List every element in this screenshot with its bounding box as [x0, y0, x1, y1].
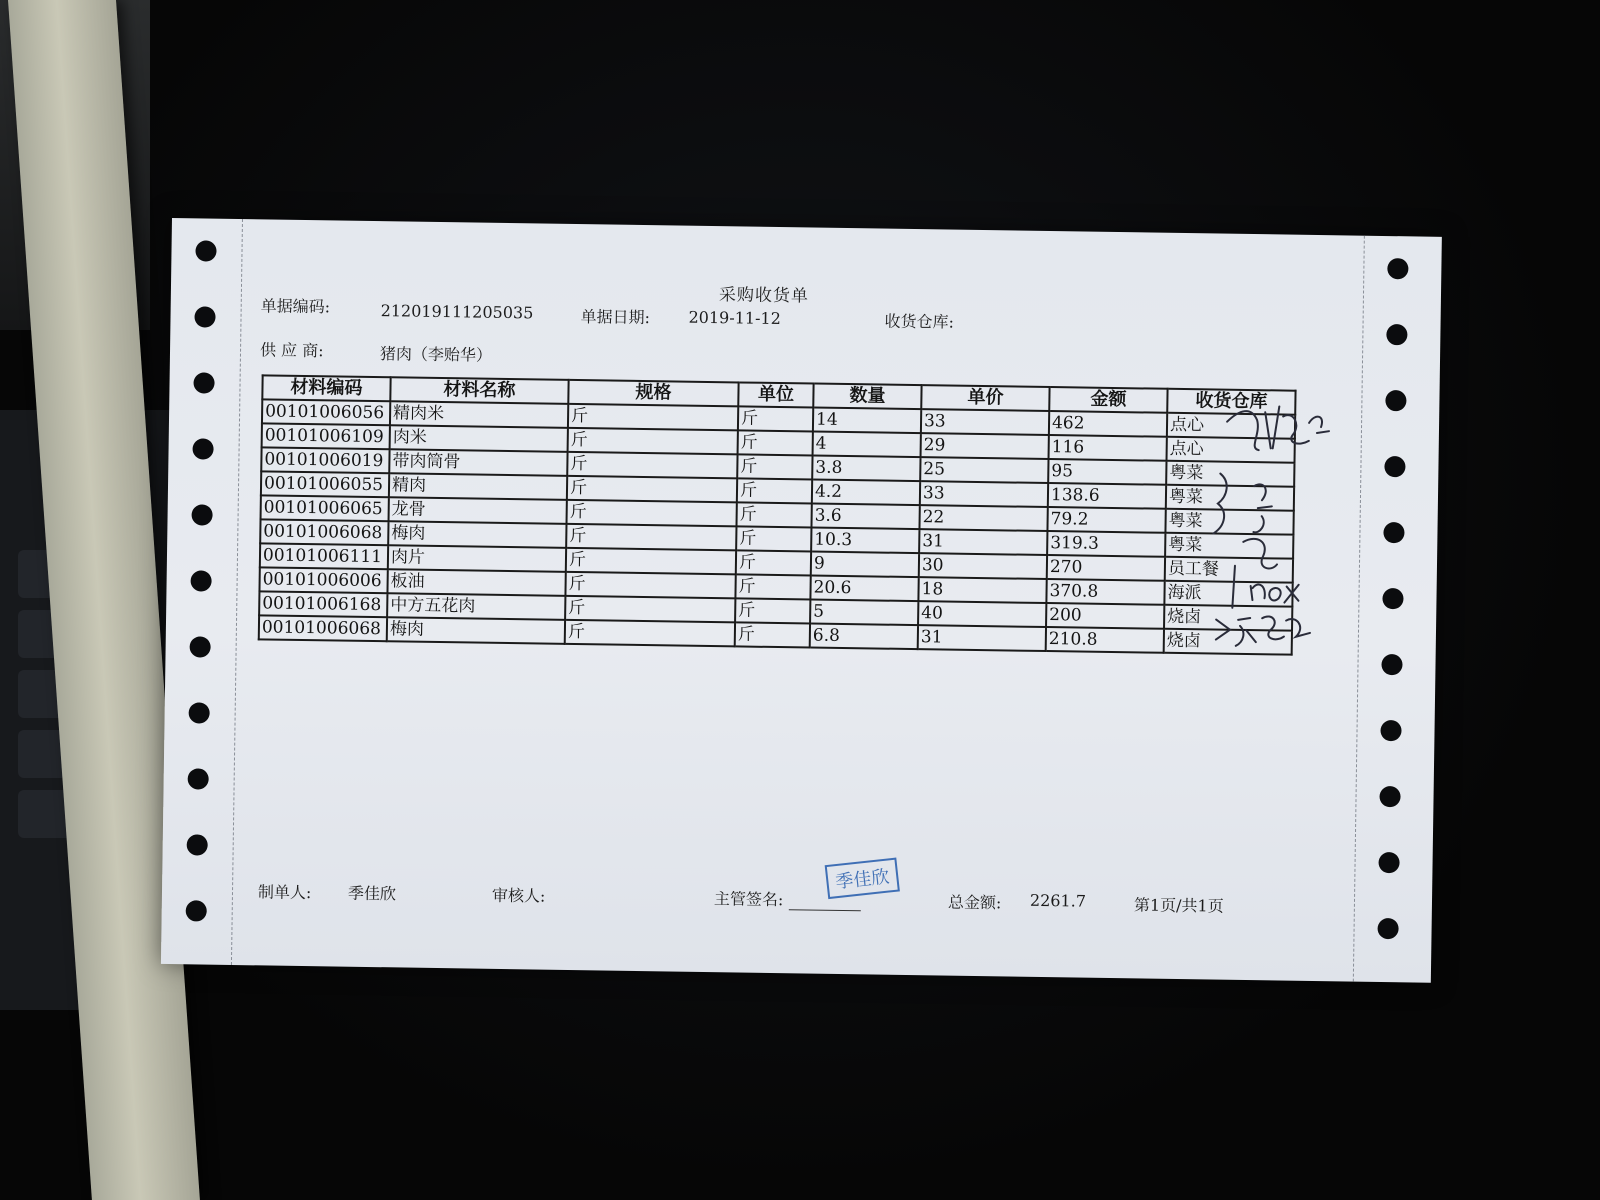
cell-material-name: 梅肉: [388, 521, 566, 548]
header-material-name: 材料名称: [390, 377, 568, 404]
cell-amount: 200: [1046, 603, 1164, 629]
cell-material-code: 00101006068: [260, 519, 388, 545]
manager-signature-line: [788, 909, 860, 911]
cell-amount: 79.2: [1047, 507, 1165, 533]
cell-material-name: 肉片: [388, 545, 566, 572]
feed-hole: [1383, 522, 1404, 543]
cell-spec: 斤: [566, 548, 736, 575]
feed-hole: [1380, 720, 1401, 741]
cell-warehouse: 海派: [1164, 581, 1292, 607]
cell-warehouse: 点心: [1167, 437, 1295, 463]
feed-hole: [189, 702, 210, 723]
cell-quantity: 6.8: [810, 624, 918, 650]
feed-hole: [1384, 456, 1405, 477]
header-unit: 单位: [738, 382, 813, 407]
feed-holes: [172, 218, 1442, 237]
cell-quantity: 4: [813, 432, 921, 458]
cell-material-code: 00101006055: [261, 471, 389, 497]
cell-unit-price: 22: [919, 505, 1047, 531]
cell-material-code: 00101006006: [259, 567, 387, 593]
cell-warehouse: 员工餐: [1165, 557, 1293, 583]
right-perforation: [1353, 236, 1365, 982]
cell-amount: 270: [1047, 555, 1165, 581]
cell-amount: 95: [1048, 459, 1166, 485]
cell-amount: 462: [1049, 411, 1167, 437]
cell-material-name: 龙骨: [389, 497, 567, 524]
cell-quantity: 20.6: [810, 576, 918, 602]
feed-hole: [1377, 918, 1398, 939]
feed-hole: [186, 900, 207, 921]
page-info: 第1页/共1页: [1133, 895, 1224, 916]
cell-amount: 370.8: [1046, 579, 1164, 605]
cell-spec: 斤: [566, 524, 736, 551]
cell-material-name: 精肉米: [390, 401, 568, 428]
cell-quantity: 3.6: [811, 504, 919, 530]
cell-unit-price: 29: [921, 433, 1049, 459]
cell-material-code: 00101006168: [259, 591, 387, 617]
table-body: [259, 399, 1295, 654]
header-material-code: 材料编码: [262, 375, 390, 401]
cell-spec: 斤: [565, 620, 735, 647]
total-value: 2261.7: [1029, 890, 1087, 911]
cell-unit-price: 33: [921, 409, 1049, 435]
manager-sign-label-text: 主管签名:: [713, 889, 784, 910]
cell-unit: 斤: [738, 406, 813, 431]
left-perforation: [231, 219, 243, 965]
feed-hole: [189, 636, 210, 657]
cell-spec: 斤: [567, 452, 737, 479]
cell-unit-price: 30: [919, 553, 1047, 579]
feed-hole: [1387, 258, 1408, 279]
cell-material-code: 00101006019: [261, 447, 389, 473]
feed-hole: [1385, 390, 1406, 411]
doc-no-label: 单据编码:: [260, 296, 331, 317]
cell-quantity: 10.3: [811, 528, 919, 554]
cell-unit: 斤: [735, 598, 810, 623]
cell-material-code: 00101006065: [261, 495, 389, 521]
header-warehouse: 收货仓库: [1167, 389, 1295, 415]
feed-hole: [191, 504, 212, 525]
feed-hole: [190, 570, 211, 591]
feed-hole: [188, 768, 209, 789]
cell-warehouse: 点心: [1167, 413, 1295, 439]
cell-material-code: 00101006111: [260, 543, 388, 569]
cell-quantity: 9: [811, 552, 919, 578]
cell-unit: 斤: [738, 430, 813, 455]
cell-amount: 319.3: [1047, 531, 1165, 557]
maker-value: 季佳欣: [347, 883, 397, 904]
feed-hole: [195, 240, 216, 261]
cell-material-name: 中方五花肉: [387, 593, 565, 620]
cell-unit: 斤: [735, 574, 810, 599]
cell-material-name: 梅肉: [387, 617, 565, 644]
document-title: 采购收货单: [718, 285, 810, 307]
cell-amount: 116: [1049, 435, 1167, 461]
cell-warehouse: 烧卤: [1164, 629, 1292, 655]
cell-spec: 斤: [568, 428, 738, 455]
cell-amount: 138.6: [1048, 483, 1166, 509]
supplier-value: 猪肉（李贻华）: [379, 344, 493, 365]
warehouse-label: 收货仓库:: [884, 311, 955, 332]
cell-material-name: 板油: [387, 569, 565, 596]
feed-hole: [192, 438, 213, 459]
cell-unit-price: 18: [918, 577, 1046, 603]
doc-date-label: 单据日期:: [580, 307, 651, 328]
items-table: [258, 374, 1297, 655]
cell-spec: 斤: [568, 404, 738, 431]
cell-unit-price: 33: [920, 481, 1048, 507]
cell-material-name: 精肉: [389, 473, 567, 500]
cell-material-code: 00101006056: [262, 399, 390, 425]
header-amount: 金额: [1049, 387, 1167, 413]
cell-unit-price: 31: [919, 529, 1047, 555]
cell-material-name: 肉米: [390, 425, 568, 452]
cell-quantity: 5: [810, 600, 918, 626]
cell-spec: 斤: [567, 476, 737, 503]
feed-hole: [1382, 588, 1403, 609]
cell-material-code: 00101006068: [259, 615, 387, 641]
cell-unit: 斤: [736, 502, 811, 527]
feed-hole: [1379, 786, 1400, 807]
doc-date-value: 2019-11-12: [688, 307, 781, 329]
header-unit-price: 单价: [921, 385, 1049, 411]
cell-unit: 斤: [737, 478, 812, 503]
total-label: 总金额:: [947, 892, 1002, 913]
cell-material-name: 带肉筒骨: [389, 449, 567, 476]
feed-hole: [1378, 852, 1399, 873]
reviewer-label: 审核人:: [491, 885, 546, 906]
feed-hole: [194, 306, 215, 327]
feed-hole: [1386, 324, 1407, 345]
doc-no-value: 212019111205035: [380, 301, 534, 323]
cell-quantity: 14: [813, 408, 921, 434]
supplier-label: 供 应 商:: [259, 340, 324, 361]
cell-unit: 斤: [736, 550, 811, 575]
cell-spec: 斤: [565, 596, 735, 623]
cell-unit-price: 31: [918, 625, 1046, 651]
cell-spec: 斤: [567, 500, 737, 527]
cell-warehouse: 烧卤: [1164, 605, 1292, 631]
cell-spec: 斤: [565, 572, 735, 599]
cell-unit: 斤: [736, 526, 811, 551]
cell-quantity: 4.2: [812, 480, 920, 506]
cell-unit-price: 40: [918, 601, 1046, 627]
cell-unit: 斤: [735, 622, 810, 647]
feed-hole: [1381, 654, 1402, 675]
cell-unit-price: 25: [920, 457, 1048, 483]
cell-warehouse: 粤菜: [1165, 533, 1293, 559]
header-spec: 规格: [568, 380, 738, 407]
cell-amount: 210.8: [1046, 627, 1164, 653]
approval-stamp: 季佳欣: [825, 858, 900, 900]
header-quantity: 数量: [813, 384, 921, 410]
cell-material-code: 00101006109: [262, 423, 390, 449]
feed-hole: [193, 372, 214, 393]
cell-unit: 斤: [737, 454, 812, 479]
cell-quantity: 3.8: [812, 456, 920, 482]
cell-warehouse: 粤菜: [1165, 509, 1293, 535]
cell-warehouse: 粤菜: [1166, 485, 1294, 511]
cell-warehouse: 粤菜: [1166, 461, 1294, 487]
feed-hole: [187, 834, 208, 855]
receipt-paper: [161, 218, 1442, 983]
maker-label: 制单人:: [257, 882, 312, 903]
